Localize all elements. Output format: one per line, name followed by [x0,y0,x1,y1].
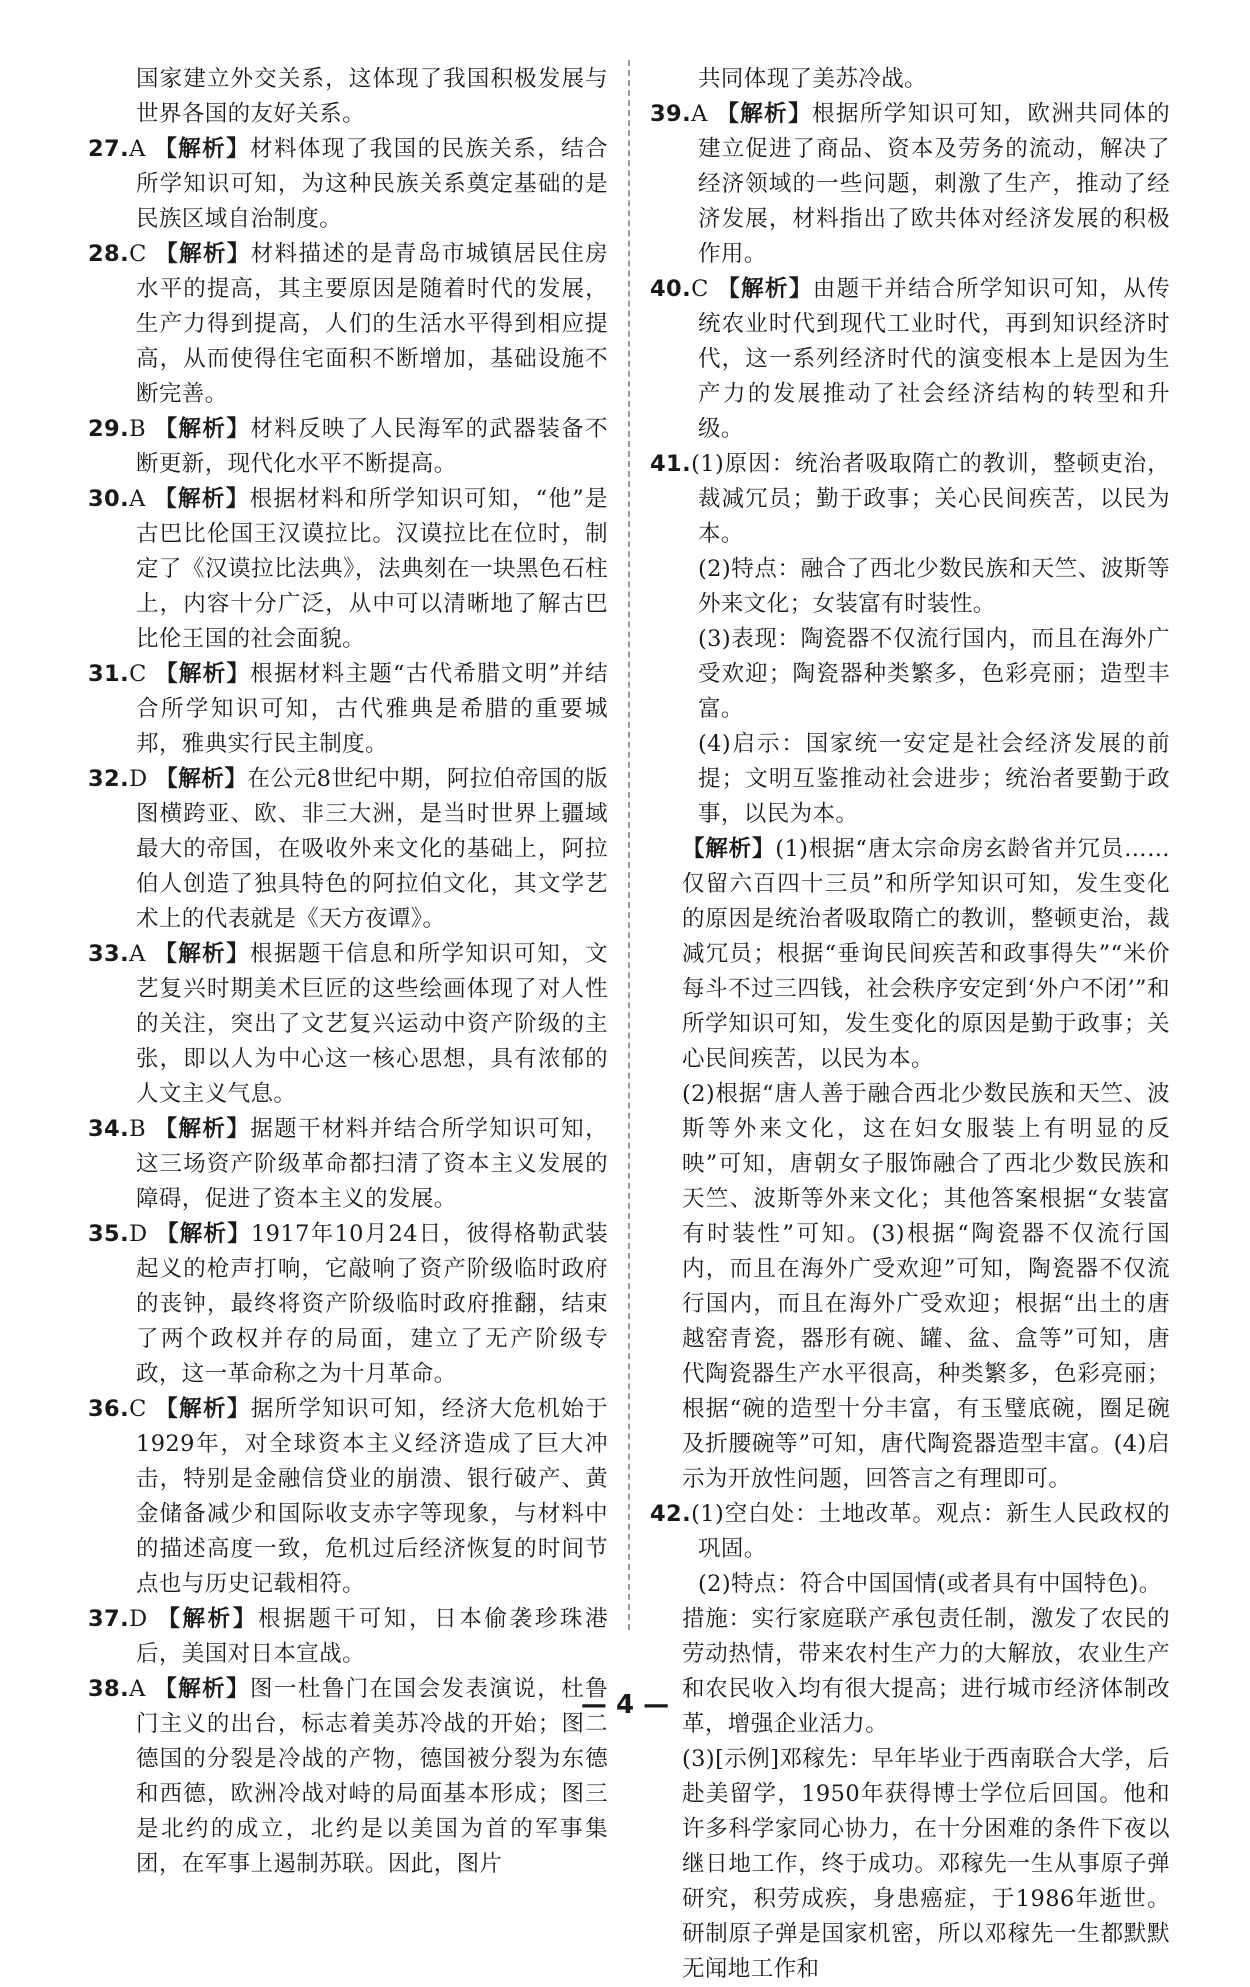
analysis-text: 1917年10月24日，彼得格勒武装起义的枪声打响，它敲响了资产阶级临时政府的丧钟，最终将资产阶级临时政府推翻，结束了两个政权并存的局面，建立了无产阶级专政，这一革命称之为十月革命。 [136,1221,608,1387]
analysis-text: 材料体现了我国的民族关系，结合所学知识可知，为这种民族关系奠定基础的是民族区域自治制度。 [136,136,608,232]
question-number: 27. [88,136,130,162]
analysis-text: 根据题干信息和所学知识可知，文艺复兴时期美术巨匠的这些绘画体现了对人性的关注，突出了文艺复兴运动中资产阶级的主张，即以人为中心这一核心思想，具有浓郁的人文主义气息。 [136,941,608,1107]
answer-item-35 [88,1217,608,1392]
analysis-text: 在公元8世纪中期，阿拉伯帝国的版图横跨亚、欧、非三大洲，是当时世界上疆域最大的帝国，在吸收外来文化的基础上，阿拉伯人创造了独具特色的阿拉伯文化，其文学艺术上的代表就是《天方夜谭》。 [136,766,609,932]
answer-item-39 [650,97,1170,272]
question-number: 35. [88,1221,130,1247]
analysis-label: 【解析】 [155,661,251,687]
analysis-text: 图一杜鲁门在国会发表演说，杜鲁门主义的出台，标志着美苏冷战的开始；图二德国的分裂是冷战的产物，德国被分裂为东德和西德，欧洲冷战对峙的局面基本形成；图三是北约的成立，北约是以美国为首的军事集团，在军事上遏制苏联。因此，图片 [136,1676,608,1877]
answer-item-30 [88,482,608,657]
question-number: 39. [650,101,692,127]
answer-choice: C [129,1396,147,1422]
analysis-text: 根据题干可知，日本偷袭珍珠港后，美国对日本宣战。 [136,1606,608,1667]
analysis-label: 【解析】 [154,486,250,512]
answer-choice: A [129,486,146,512]
analysis-label: 【解析】 [155,241,251,267]
answer-part-2: (2)特点：融合了西北少数民族和天竺、波斯等外来文化；女装富有时装性。 [698,556,1170,617]
analysis-label: 【解析】 [155,766,248,792]
answer-item-42 [650,1497,1170,1567]
question-number: 31. [88,661,130,687]
analysis-text: 据题干材料并结合所学知识可知，这三场资产阶级革命都扫清了资本主义发展的障碍，促进了资本主义的发展。 [136,1116,608,1212]
question-number: 32. [88,766,130,792]
question-number: 30. [88,486,130,512]
analysis-label: 【解析】 [154,941,251,967]
answer-choice: B [129,416,146,442]
answer-item-34 [88,1112,608,1217]
analysis-label: 【解析】 [717,276,813,302]
answer-choice: C [691,276,709,302]
analysis-text: 根据材料和所学知识可知，“他”是古巴比伦国王汉谟拉比。汉谟拉比在位时，制定了《汉谟拉比法典》，法典刻在一块黑色石柱上，内容十分广泛，从中可以清晰地了解古巴比伦王国的社会面貌。 [136,486,608,652]
left-column [88,62,608,1882]
analysis-text: 根据所学知识可知，欧洲共同体的建立促进了商品、资本及劳务的流动，解决了经济领域的一些问题，刺激了生产，推动了经济发展，材料指出了欧共体对经济发展的积极作用。 [698,101,1170,267]
answer-item-40 [650,272,1170,447]
answer-choice: A [129,1676,146,1702]
answer-part-3: (3)表现：陶瓷器不仅流行国内，而且在海外广受欢迎；陶瓷器种类繁多，色彩亮丽；造型丰富。 [698,626,1170,722]
answer-item-36 [88,1392,608,1602]
answer-choice: A [691,101,708,127]
analysis-text: 材料描述的是青岛市城镇居民住房水平的提高，其主要原因是随着时代的发展，生产力得到提高，人们的生活水平得到相应提高，从而使得住宅面积不断增加，基础设施不断完善。 [136,241,608,407]
analysis-text: 据所学知识可知，经济大危机始于1929年，对全球资本主义经济造成了巨大冲击，特别是金融信贷业的崩溃、银行破产、黄金储备减少和国际收支赤字等现象，与材料中的描述高度一致，危机过后经济恢复的时间节点也与历史记载相符。 [136,1396,608,1597]
answer-part-4: (4)启示：国家统一安定是社会经济发展的前提；文明互鉴推动社会进步；统治者要勤于政事，以民为本。 [698,731,1170,827]
question-number: 34. [88,1116,130,1142]
analysis-label: 【解析】 [154,136,251,162]
answer-item-41 [650,447,1170,552]
analysis-text: (1)根据“唐太宗命房玄龄省并冗员……仅留六百四十三员”和所学知识可知，发生变化的原因是统治者吸取隋亡的教训，整顿吏治，裁减冗员；根据“垂询民间疾苦和政事得失”“米价每斗不过三四钱，社会秩序安定到‘外户不闭’”和所学知识可知，发生变化的原因是勤于政事；关心民间疾苦，以民为本。 [682,836,1170,1072]
answer-item-37 [88,1602,608,1672]
answer-item-31 [88,657,608,762]
analysis-label: 【解析】 [716,101,813,127]
analysis-text: 根据材料主题“古代希腊文明”并结合所学知识可知，古代雅典是希腊的重要城邦，雅典实行民主制度。 [136,661,609,757]
answer-item-33 [88,937,608,1112]
answer-part-1: (1)空白处：土地改革。观点：新生人民政权的巩固。 [691,1501,1170,1562]
analysis-text: 材料反映了人民海军的武器装备不断更新，现代化水平不断提高。 [136,416,608,477]
analysis-label: 【解析】 [154,416,251,442]
analysis-label: 【解析】 [154,1676,251,1702]
analysis-text-continued: (2)根据“唐人善于融合西北少数民族和天竺、波斯等外来文化，这在妇女服装上有明显的反映”可知，唐朝女子服饰融合了西北少数民族和天竺、波斯等外来文化；其他答案根据“女装富有时装性”可知。(3)根据“陶瓷器不仅流行国内，而且在海外广受欢迎”可知，陶瓷器不仅流行国内，而且在海外广受欢迎；根据“出土的唐越窑青瓷，器形有碗、罐、盆、盒等”可知，唐代陶瓷器生产水平很高，种类繁多，色彩亮丽；根据“碗的造型十分丰富，有玉璧底碗，圈足碗及折腰碗等”可知，唐代陶瓷器造型丰富。(4)启示为开放性问题，回答言之有理即可。 [682,1081,1170,1492]
question-number: 28. [88,241,130,267]
answer-item-28 [88,237,608,412]
question-number: 36. [88,1396,130,1422]
question-number: 33. [88,941,130,967]
answer-choice: D [129,1606,148,1632]
answer-item-27 [88,132,608,237]
analysis-label: 【解析】 [682,836,776,862]
question-number: 38. [88,1676,130,1702]
page-number: — 4 — [580,1690,670,1720]
analysis-text: 由题干并结合所学知识可知，从传统农业时代到现代工业时代，再到知识经济时代，这一系列经济时代的演变根本上是因为生产力的发展推动了社会经济结构的转型和升级。 [698,276,1170,442]
answer-item-29 [88,412,608,482]
question-number: 37. [88,1606,130,1632]
analysis-label: 【解析】 [155,1221,251,1247]
continued-text: 国家建立外交关系，这体现了我国积极发展与世界各国的友好关系。 [136,66,608,127]
analysis-label: 【解析】 [157,1606,258,1632]
continued-text: 共同体现了美苏冷战。 [698,66,928,92]
answer-choice: A [129,941,146,967]
answer-choice: A [129,136,146,162]
answer-choice: C [129,661,147,687]
answer-part-3: (3)[示例]邓稼先：早年毕业于西南联合大学，后赴美留学，1950年获得博士学位后回国。他和许多科学家同心协力，在十分困难的条件下夜以继日地工作，终于成功。邓稼先一生从事原子弹研究，积劳成疾，身患癌症，于1986年逝世。研制原子弹是国家机密，所以邓稼先一生都默默无闻地工作和 [682,1746,1170,1982]
column-divider [628,60,630,1630]
answer-item-32 [88,762,608,937]
question-number: 41. [650,451,692,477]
answer-measures: 措施：实行家庭联产承包责任制，激发了农民的劳动热情，带来农村生产力的大解放，农业生产和农民收入均有很大提高；进行城市经济体制改革，增强企业活力。 [682,1606,1170,1737]
answer-choice: C [129,241,147,267]
answer-choice: D [129,766,148,792]
analysis-label: 【解析】 [155,1396,251,1422]
analysis-block-41 [650,832,1170,1077]
answer-choice: B [129,1116,146,1142]
question-number: 40. [650,276,692,302]
answer-part-2: (2)特点：符合中国国情(或者具有中国特色)。 [698,1571,1162,1597]
answer-choice: D [129,1221,148,1247]
question-number: 42. [650,1501,692,1527]
analysis-label: 【解析】 [154,1116,251,1142]
question-number: 29. [88,416,130,442]
answer-part-1: (1)原因：统治者吸取隋亡的教训，整顿吏治，裁减冗员；勤于政事；关心民间疾苦，以民为本。 [691,451,1170,547]
